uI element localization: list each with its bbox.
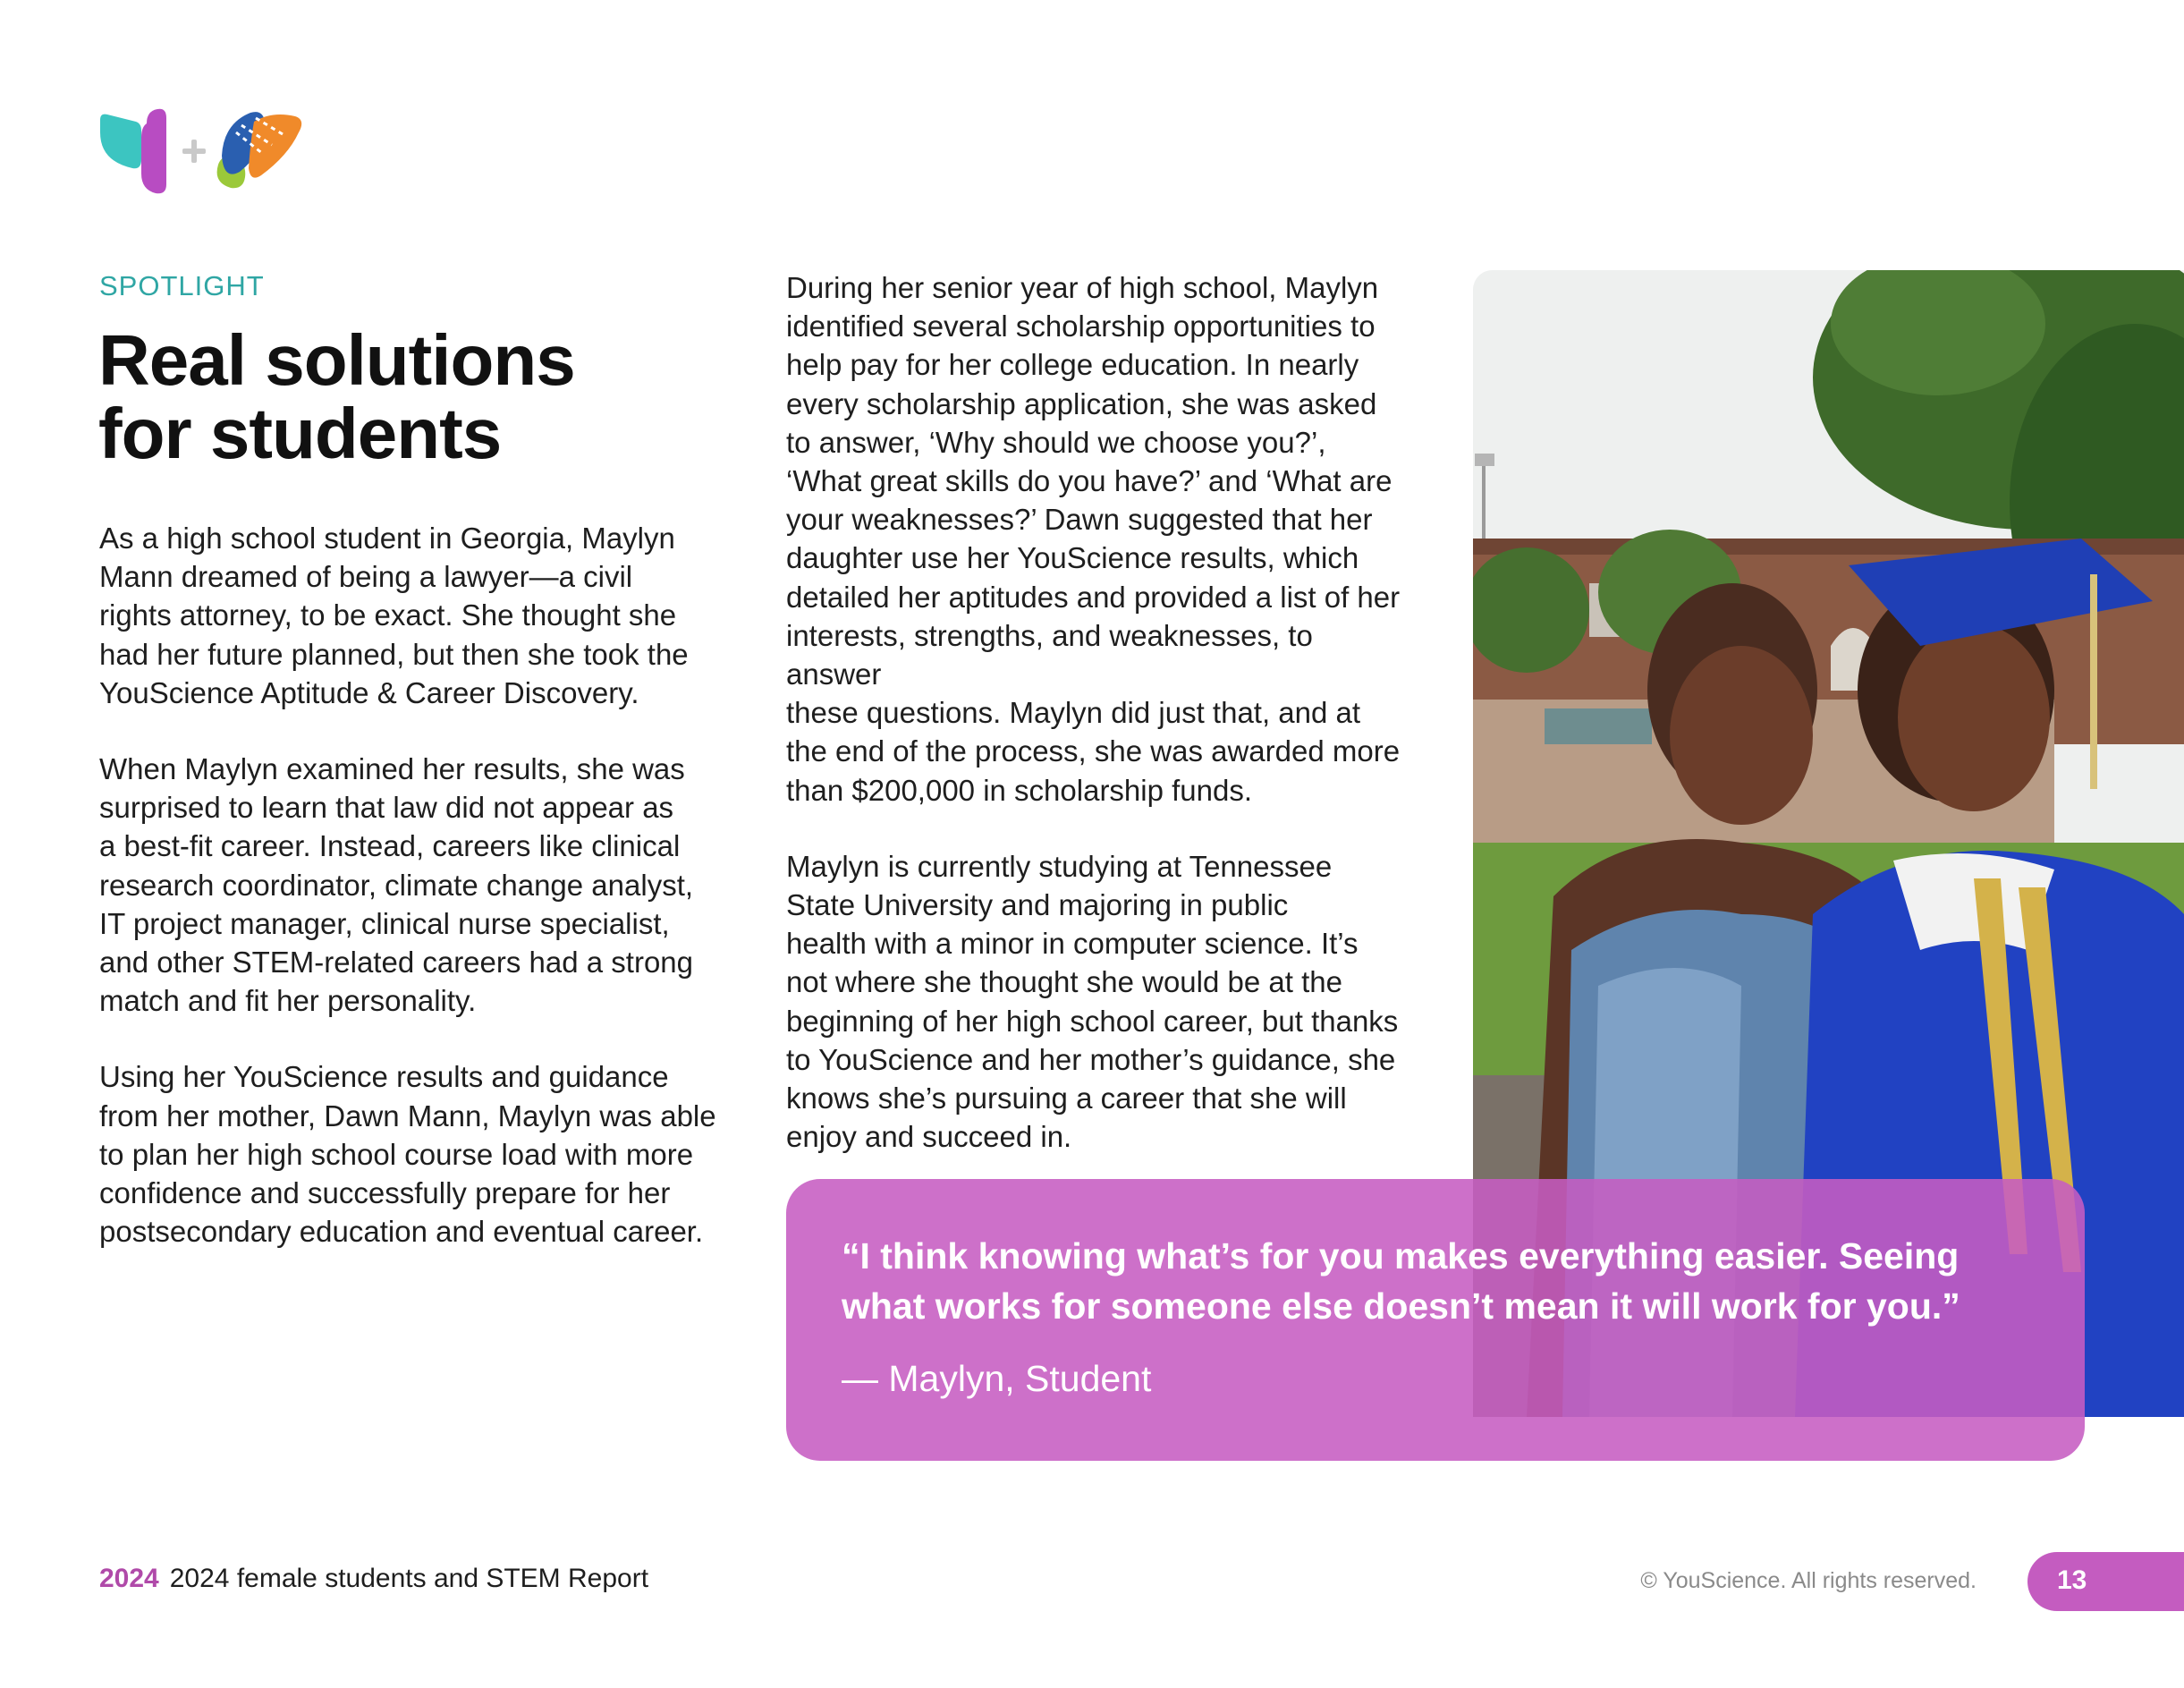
right-column xyxy=(786,268,1412,1193)
left-paragraph-3: Using her YouScience results and guidance from her mother, Dawn Mann, Maylyn was able to plan her high school course load with more confidence and successfully prepare for her postsecondary education and eventual career. xyxy=(99,1060,716,1249)
left-column xyxy=(99,519,725,1288)
footer-copyright: © YouScience. All rights reserved. xyxy=(1640,1568,1977,1593)
pull-quote xyxy=(786,1179,2085,1461)
left-paragraph-2: When Maylyn examined her results, she was surprised to learn that law did not appear as a best-fit career. Instead, careers like clinical research coordinator, climate change analyst, IT project manager, clinical nurse specialist, and other STEM-related careers had a strong match and fit her personality. xyxy=(99,752,694,1018)
title-line-1: Real solutions xyxy=(98,320,575,400)
footer-report-label xyxy=(99,1564,648,1594)
right-paragraph-2: Maylyn is currently studying at Tennessee State University and majoring in public health with a minor in computer science. It’s not where she thought she would be at the beginning of her high school career, but thanks to YouScience and her mother’s guidance, she knows she’s pursuing a career that she will enjoy and succeed in. xyxy=(786,849,1399,1154)
section-eyebrow: SPOTLIGHT xyxy=(99,270,265,301)
right-paragraph-1: During her senior year of high school, Maylyn identified several scholarship opportunities to help pay for her college education. In nearly every scholarship application, she was asked to answer, ‘Why should we choose you?’, ‘What great skills do you have?’ and ‘What are your weaknesses?’ Dawn suggested that her daughter use her YouScience results, which detailed her aptitudes and provided a list of her interests, strengths, and weaknesses, to answer these questions. Maylyn did just that, and at the end of the process, she was awarded more than $200,000 in scholarship funds. xyxy=(786,271,1401,807)
footer-year: 2024 xyxy=(99,1564,159,1593)
left-paragraph-1: As a high school student in Georgia, Maylyn Mann dreamed of being a lawyer—a civil rights attorney, to be exact. She thought she had her future planned, but then she took the YouScience Aptitude & Career Discovery. xyxy=(99,522,689,709)
title-line-2: for students xyxy=(98,394,502,473)
brand-logo xyxy=(97,106,304,195)
partner-logo-icon xyxy=(217,112,302,188)
quote-attribution: — Maylyn, Student xyxy=(842,1358,1152,1399)
quote-text: “I think knowing what’s for you makes everything easier. Seeing what works for someone else doesn’t mean it will work for you.” xyxy=(842,1235,1960,1327)
plus-icon xyxy=(182,140,206,163)
page-number-tab xyxy=(2027,1552,2184,1611)
youscience-logo-icon xyxy=(100,109,166,194)
footer-report-title: 2024 female students and STEM Report xyxy=(169,1564,649,1593)
page-number: 13 xyxy=(2057,1565,2087,1595)
page-title xyxy=(98,320,653,473)
